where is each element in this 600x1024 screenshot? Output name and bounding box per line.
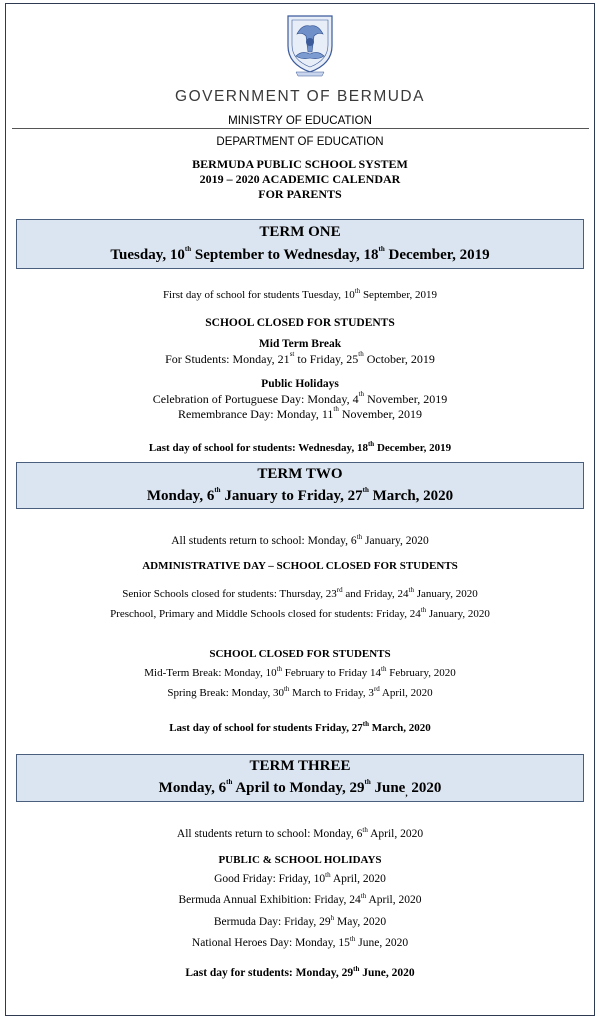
calendar-page: [5, 3, 595, 1016]
ministry-title: MINISTRY OF EDUCATION: [228, 115, 372, 127]
annual-exhibition: Bermuda Annual Exhibition: Friday, 24th April, 2020: [178, 892, 422, 906]
senior-schools-closed: Senior Schools closed for students: Thursday, 23rd and Friday, 24th January, 2020: [122, 586, 478, 600]
term-two-dates: Monday, 6th January to Friday, 27th March, 2020: [146, 486, 454, 504]
bermuda-day: Bermuda Day: Friday, 29$^h$ May, 2020: [213, 914, 387, 928]
term-two-closed-heading: SCHOOL CLOSED FOR STUDENTS: [209, 648, 391, 660]
term-three-banner: [16, 754, 584, 802]
remembrance-day: Remembrance Day: Monday, 11th November, 2019: [177, 405, 423, 421]
term-one-last-day: Last day of school for students: Wednesday, 18th December, 2019: [148, 440, 452, 454]
term-two-return: All students return to school: Monday, 6th January, 2020: [171, 533, 429, 547]
term-three-dates: Monday, 6th April to Monday, 29th June$_,$ 2020: [158, 778, 442, 798]
term-two-last-day: Last day of school for students Friday, 27th March, 2020: [169, 720, 431, 734]
term-three-last-day: Last day for students: Monday, 29th June, 2020: [185, 965, 415, 979]
primary-schools-closed: Preschool, Primary and Middle Schools closed for students: Friday, 24th January, 2020: [110, 606, 490, 620]
good-friday: Good Friday: Friday, 10th April, 2020: [214, 871, 386, 885]
term-three-return: All students return to school: Monday, 6th April, 2020: [176, 826, 424, 840]
department-title: DEPARTMENT OF EDUCATION: [216, 136, 384, 148]
government-title: GOVERNMENT OF BERMUDA: [175, 88, 425, 105]
term-two-banner: [16, 462, 584, 509]
calendar-title: 2019 – 2020 ACADEMIC CALENDAR: [199, 172, 401, 186]
public-school-holidays-heading: PUBLIC & SCHOOL HOLIDAYS: [218, 854, 382, 866]
term-two-title: TERM TWO: [257, 466, 343, 482]
term-one-mid-term: For Students: Monday, 21st to Friday, 25th October, 2019: [165, 350, 435, 366]
term-one-banner: [16, 219, 584, 269]
spring-break: Spring Break: Monday, 30th March to Friday, 3rd April, 2020: [167, 685, 433, 699]
term-one-title: TERM ONE: [259, 224, 341, 240]
administrative-day-heading: ADMINISTRATIVE DAY – SCHOOL CLOSED FOR STUDENTS: [142, 560, 458, 572]
system-title: BERMUDA PUBLIC SCHOOL SYSTEM: [192, 157, 408, 171]
audience-title: FOR PARENTS: [258, 187, 342, 201]
public-holidays-heading: Public Holidays: [261, 378, 339, 390]
term-one-dates: Tuesday, 10th September to Wednesday, 18th December, 2019: [110, 245, 490, 263]
term-three-title: TERM THREE: [249, 758, 351, 774]
term-one-closed-heading: SCHOOL CLOSED FOR STUDENTS: [205, 317, 395, 329]
bermuda-coat-of-arms-icon: [282, 12, 338, 78]
term-two-mid-term: Mid-Term Break: Monday, 10th February to Friday 14th February, 2020: [144, 665, 456, 679]
national-heroes-day: National Heroes Day: Monday, 15th June, 2020: [191, 935, 409, 949]
header-divider: [12, 128, 589, 129]
term-one-first-day: First day of school for students Tuesday, 10th September, 2019: [162, 287, 438, 301]
portuguese-day: Celebration of Portuguese Day: Monday, 4th November, 2019: [152, 390, 448, 406]
mid-term-break-heading: Mid Term Break: [258, 338, 342, 350]
